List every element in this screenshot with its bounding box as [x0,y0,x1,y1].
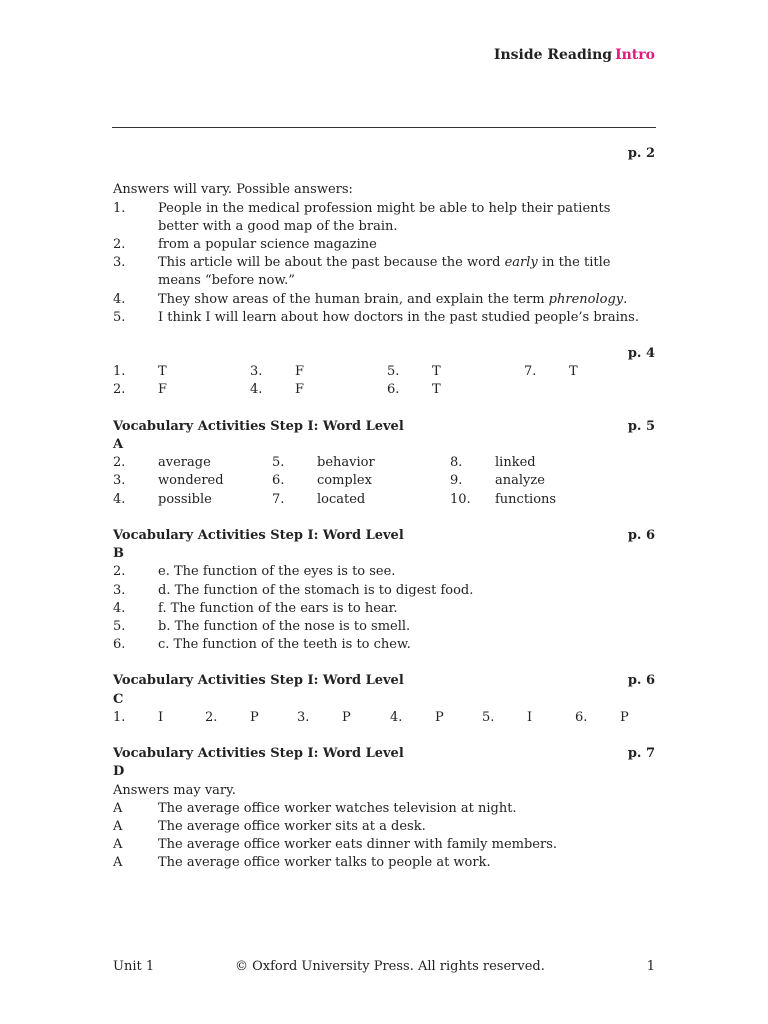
list-item [113,254,655,290]
section-title: Vocabulary Activities Step I: Word Level [113,673,404,689]
item-text: This article will be about the past because the word early in the title means “before now.” [158,255,611,289]
list-item: 5. b. The function of the nose is to smell. [113,618,411,634]
exercise-letter: A [113,437,124,453]
section-6-intro: Answers may vary. [113,782,236,798]
item-number: 5. [113,309,126,325]
exercise-letter: D [113,764,125,780]
page-footer [113,959,655,977]
answer-row: 1. T 3. F 5. T 7. T [113,364,578,380]
section-heading [113,745,655,763]
item-number: 1. [113,200,126,216]
section-2-heading [113,345,655,363]
answer-row: 2. F 4. F 6. T [113,382,441,398]
item-text: I think I will learn about how doctors in the past studied people’s brains. [158,309,639,325]
section-title: Vocabulary Activities Step I: Word Level [113,527,404,543]
item-number: 2. [113,236,126,252]
list-item: 4. f. The function of the ears is to hear. [113,600,398,616]
page-ref: p. 6 [627,527,655,543]
answer-row: 2. average 5. behavior 8. linked [113,455,536,471]
unit-label: Unit 1 [113,959,155,974]
list-item [113,309,655,327]
page-number: 1 [646,959,655,974]
page-ref: p. 7 [627,746,655,762]
item-number: 4. [113,291,126,307]
list-item: A The average office worker watches television at night. [113,800,517,816]
page-ref: p. 2 [627,146,655,161]
list-item: 3. d. The function of the stomach is to digest food. [113,582,474,598]
section-1-heading [113,145,655,163]
list-item: A The average office worker talks to people at work. [113,855,491,871]
item-text: People in the medical profession might be able to help their patients better with a good map of the brain. [158,200,611,234]
list-item: 6. c. The function of the teeth is to chew. [113,637,411,653]
list-item [113,291,655,309]
book-title: Inside Reading [493,47,613,63]
list-item: 2. e. The function of the eyes is to see. [113,564,396,580]
page-ref: p. 6 [627,673,655,689]
item-number: 3. [113,255,126,271]
section-heading [113,418,655,436]
answer-row: 1. I 2. P 3. P 4. P 5. I 6. P [113,709,629,725]
copyright-notice: © Oxford University Press. All rights reserved. [235,959,545,974]
page-ref: p. 4 [627,346,655,362]
answer-row: 4. possible 7. located 10. functions [113,491,557,507]
list-item: A The average office worker eats dinner with family members. [113,837,557,853]
section-title: Vocabulary Activities Step I: Word Level [113,746,404,762]
section-heading [113,527,655,545]
list-item: A The average office worker sits at a desk. [113,818,426,834]
list-item [113,200,655,236]
section-1-intro: Answers will vary. Possible answers: [113,182,353,198]
answer-row: 3. wondered 6. complex 9. analyze [113,473,545,489]
list-item [113,236,655,254]
header-rule [112,127,656,128]
item-text: from a popular science magazine [158,236,377,252]
item-text: They show areas of the human brain, and explain the term phrenology. [158,291,628,307]
page-ref: p. 5 [627,418,655,434]
exercise-letter: B [113,546,124,562]
section-title: Vocabulary Activities Step I: Word Level [113,418,404,434]
section-heading [113,672,655,690]
answer-key [113,145,655,873]
exercise-letter: C [113,691,124,707]
book-level: Intro [615,47,655,63]
running-header [494,47,655,63]
